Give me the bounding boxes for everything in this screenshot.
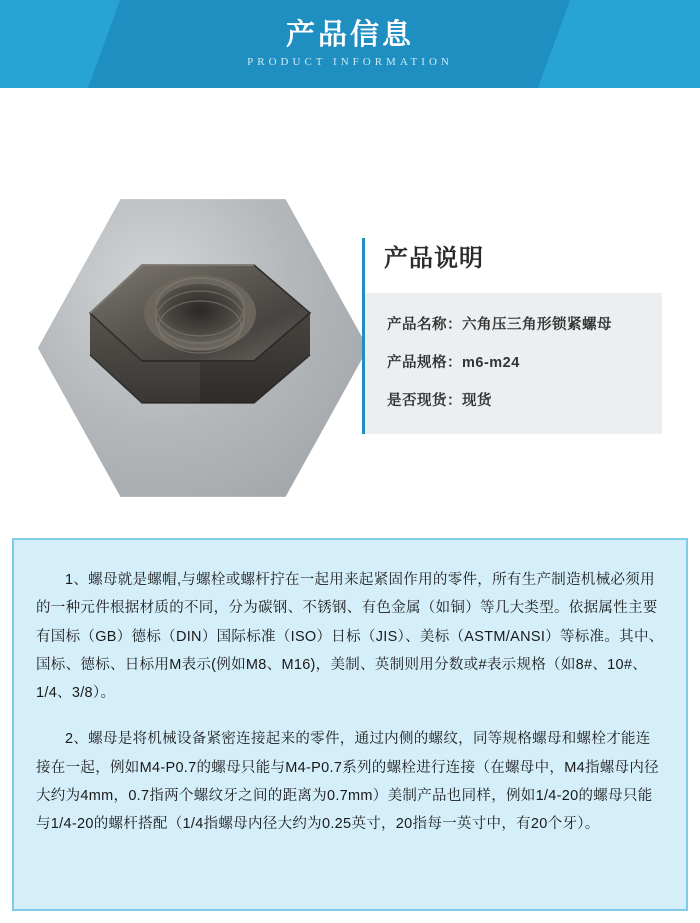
product-section xyxy=(0,88,700,518)
product-spec-row: 产品规格：m6-m24 xyxy=(387,354,520,371)
product-name-row: 产品名称：六角压三角形锁紧螺母 xyxy=(387,317,612,333)
page-banner xyxy=(0,0,700,88)
product-photo-frame xyxy=(38,193,368,503)
banner-subtitle: PRODUCT INFORMATION xyxy=(247,55,453,68)
product-info-card xyxy=(362,238,662,434)
hex-nut-illustration xyxy=(82,251,320,447)
product-stock-row: 是否现货：现货 xyxy=(387,392,492,409)
hexagon-mask xyxy=(38,193,368,503)
banner-text-group xyxy=(0,0,700,88)
product-info-heading: 产品说明 xyxy=(384,245,484,272)
description-paragraph-2: 2、螺母是将机械设备紧密连接起来的零件，通过内侧的螺纹，同等规格螺母和螺栓才能连接在一起，例如M4-P0.7的螺母只能与M4-P0.7系列的螺栓进行连接（在螺母中，M4指螺母内径大约为4mm，0.7指两个螺纹牙之间的距离为0.7mm）美制产品也同样，例如1/4-20的螺母只能与1/4-20的螺杆搭配（1/4指螺母内径大约为0.25英寸，20指每一英寸中，有20个牙）。 xyxy=(36,731,659,833)
description-panel xyxy=(12,538,688,911)
banner-title: 产品信息 xyxy=(285,19,414,52)
product-photo xyxy=(38,193,368,503)
product-spec-box xyxy=(362,293,662,434)
description-paragraph-1: 1、螺母就是螺帽,与螺栓或螺杆拧在一起用来起紧固作用的零件，所有生产制造机械必须用的一种元件根据材质的不同，分为碳钢、不锈钢、有色金属（如铜）等几大类型。依据属性主要有国标（GB）德标（DIN）国际标准（ISO）日标（JIS）、美标（ASTM/ANSI）等标准。其中、国标、德标、日标用M表示(例如M8、M16)，美制、英制则用分数或#表示规格（如8#、10#、1/4、3/8）。 xyxy=(36,572,664,702)
